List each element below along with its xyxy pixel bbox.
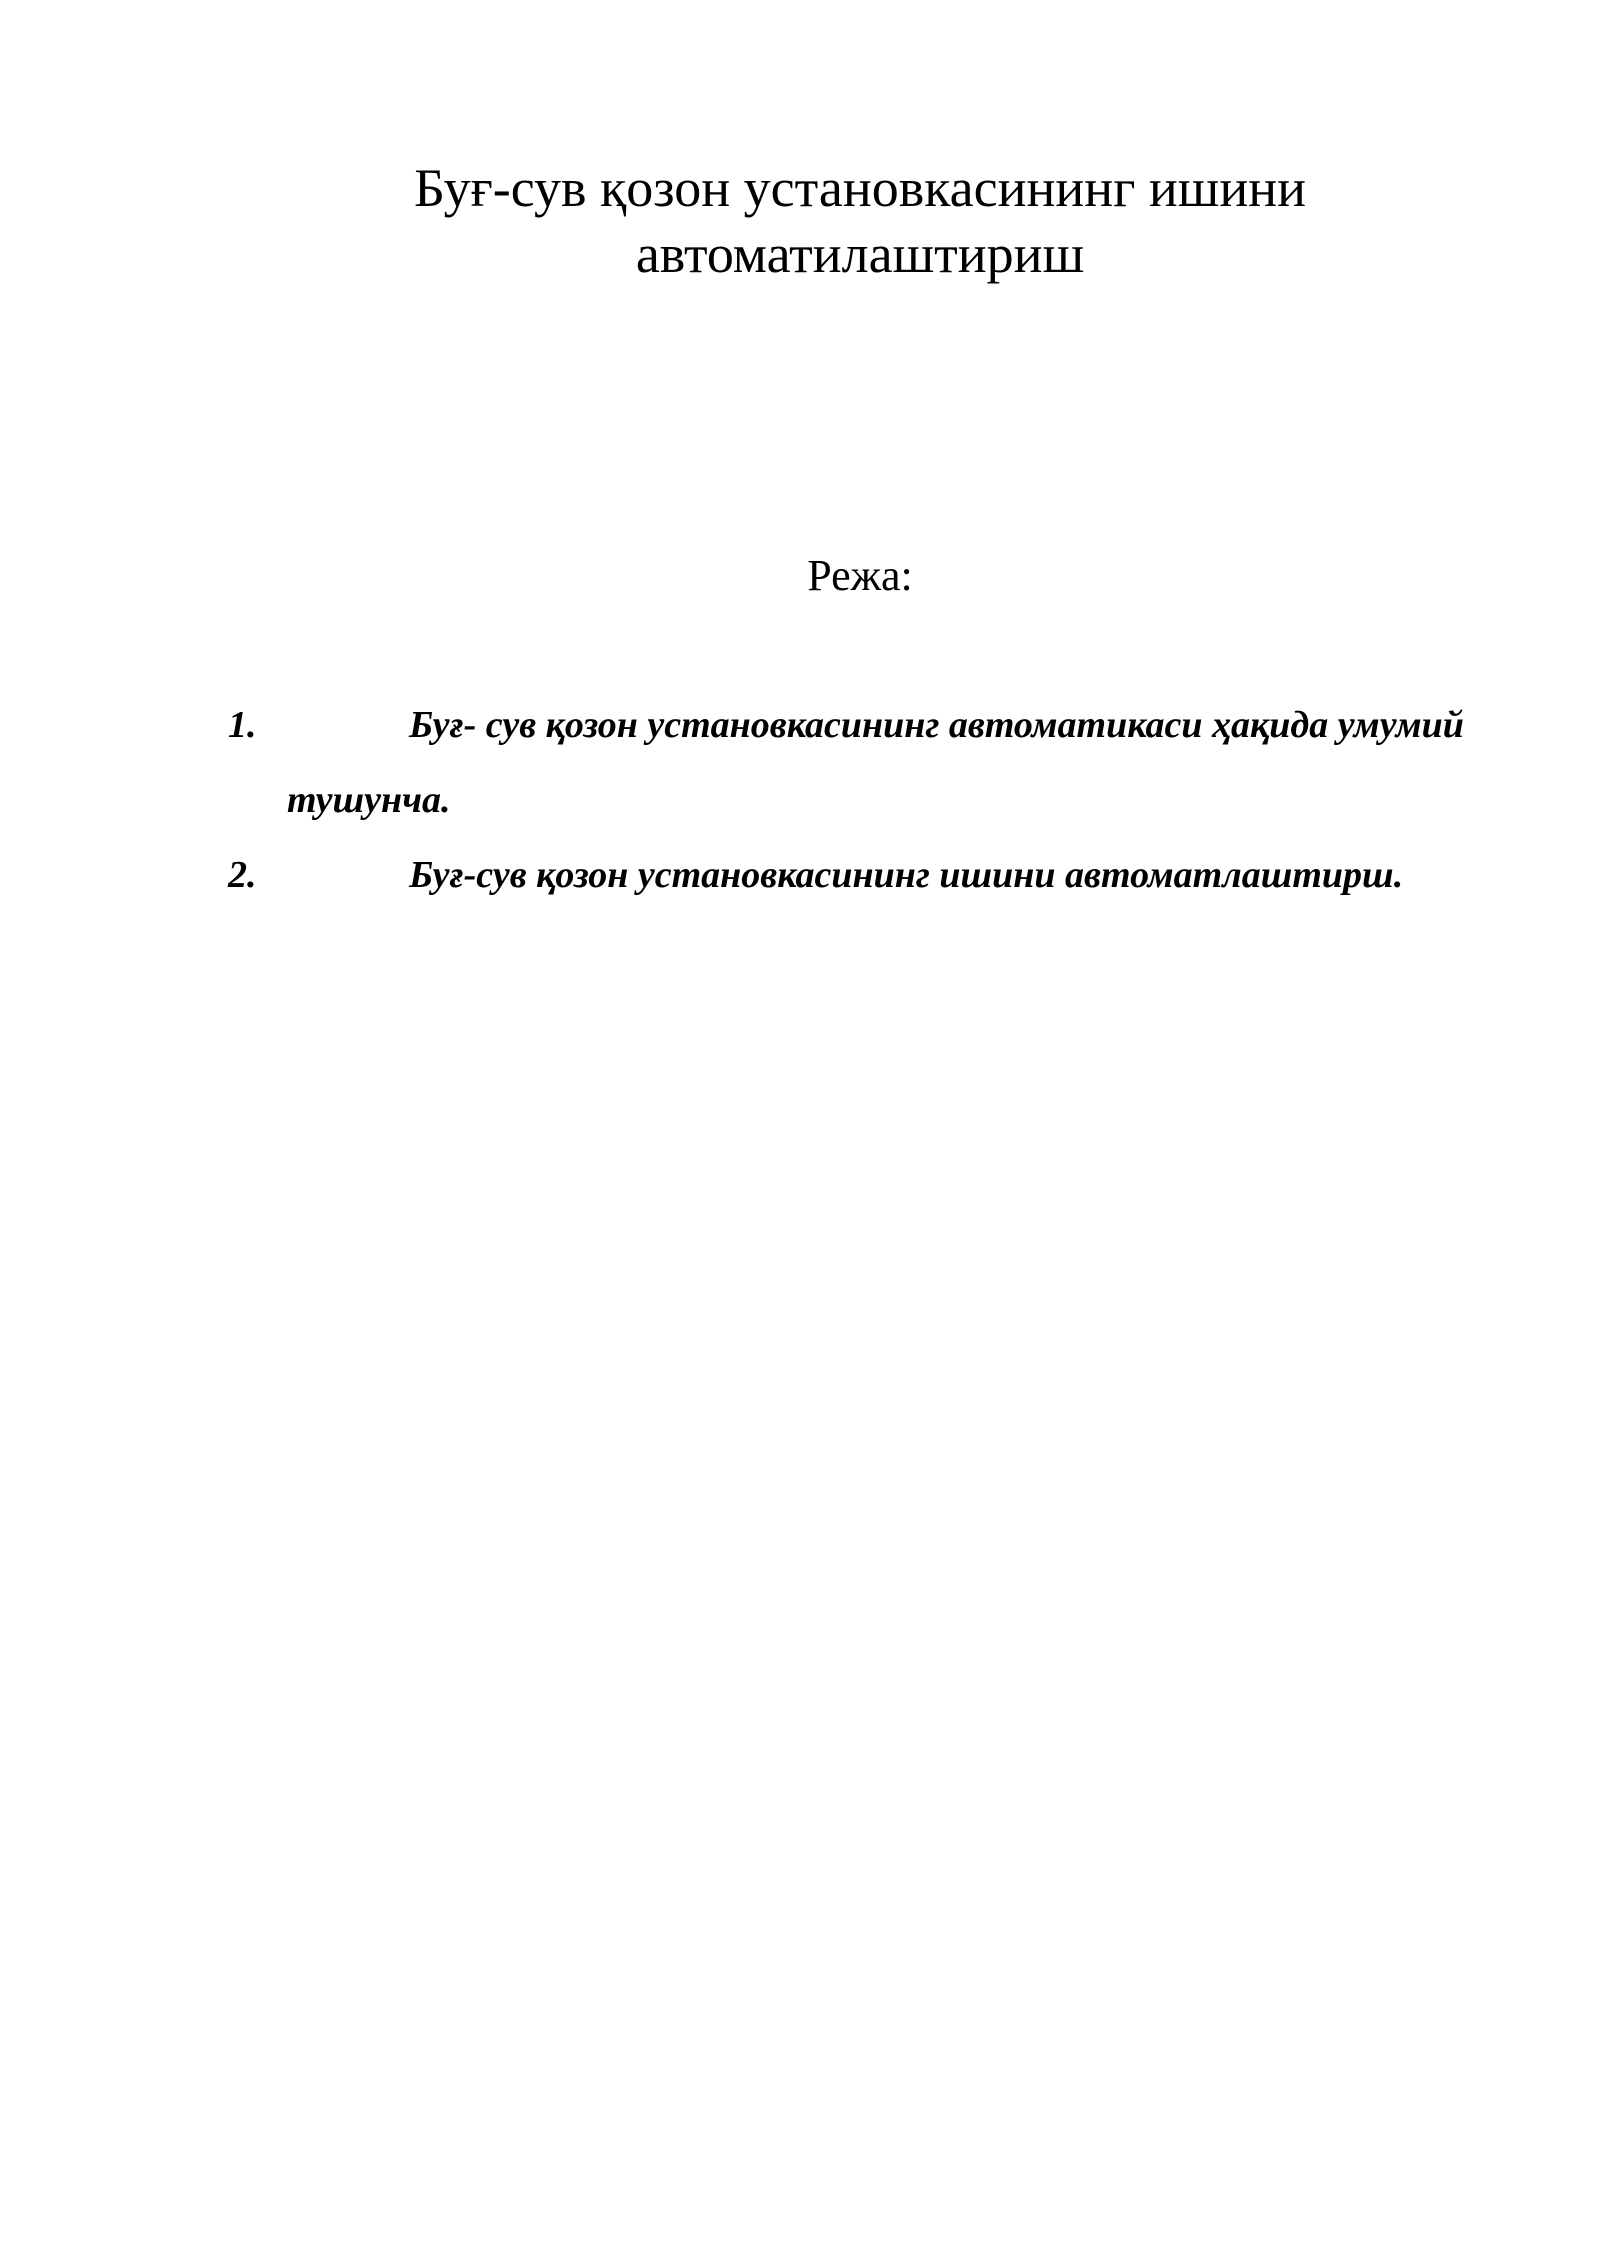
title-line-1: Буғ-сув қозон установкасининг ишини xyxy=(413,158,1307,218)
plan-item-text: Буғ- сув қозон установкасининг автоматикаси ҳақида умумий тушунча. xyxy=(287,704,1464,821)
plan-item-1 xyxy=(228,688,1488,838)
plan-item-text: Буғ-сув қозон установкасининг ишини автоматлаштирш. xyxy=(409,854,1404,896)
plan-item-2 xyxy=(228,838,1488,913)
plan-item-number: 2. xyxy=(228,854,257,896)
title-line-2: автоматилаштириш xyxy=(635,224,1085,284)
document-title xyxy=(330,155,1390,287)
plan-list xyxy=(228,688,1488,913)
plan-item-number: 1. xyxy=(228,704,257,746)
plan-heading: Режа: xyxy=(807,551,913,600)
